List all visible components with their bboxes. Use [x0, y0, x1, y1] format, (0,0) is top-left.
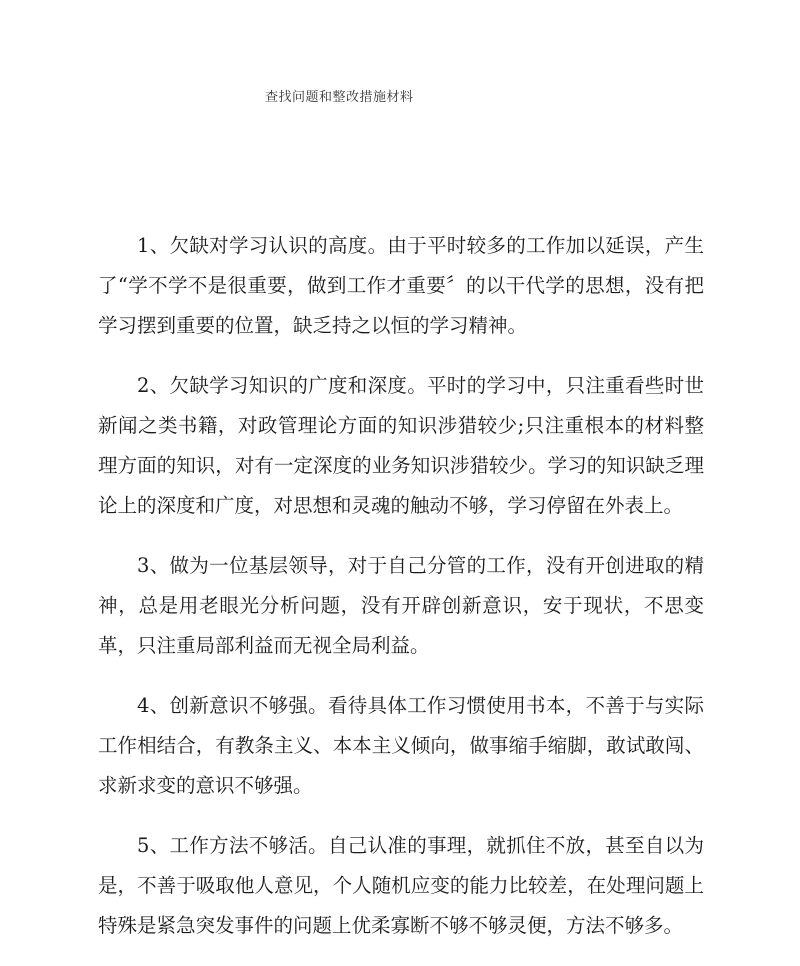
paragraph-3: 3、做为一位基层领导，对于自己分管的工作，没有开创进取的精神，总是用老眼光分析问题，没有开辟创新意识，安于现状，不思变革，只注重局部利益而无视全局利益。	[98, 554, 704, 657]
paragraph-1: 1、欠缺对学习认识的高度。由于平时较多的工作加以延误，产生了“学不学不是很重要，做到工作才重要〞的以干代学的思想，没有把学习摆到重要的位置，缺乏持之以恒的学习精神。	[98, 234, 704, 337]
document-body	[98, 226, 704, 966]
paragraph-5: 5、工作方法不够活。自己认准的事理，就抓住不放，甚至自以为是，不善于吸取他人意见，个人随机应变的能力比较差，在处理问题上特殊是紧急突发事件的问题上优柔寡断不够不够灵便，方法不够多。	[98, 834, 704, 937]
paragraph-4: 4、创新意识不够强。看待具体工作习惯使用书本，不善于与实际工作相结合，有教条主义、本本主义倾向，做事缩手缩脚，敢试敢闯、求新求变的意识不够强。	[98, 694, 704, 797]
paragraph-2: 2、欠缺学习知识的广度和深度。平时的学习中，只注重看些时世新闻之类书籍，对政管理论方面的知识涉猎较少;只注重根本的材料整理方面的知识，对有一定深度的业务知识涉猎较少。学习的知识缺乏理论上的深度和广度，对思想和灵魂的触动不够，学习停留在外表上。	[98, 374, 704, 517]
document-title: 查找问题和整改措施材料	[265, 90, 414, 105]
